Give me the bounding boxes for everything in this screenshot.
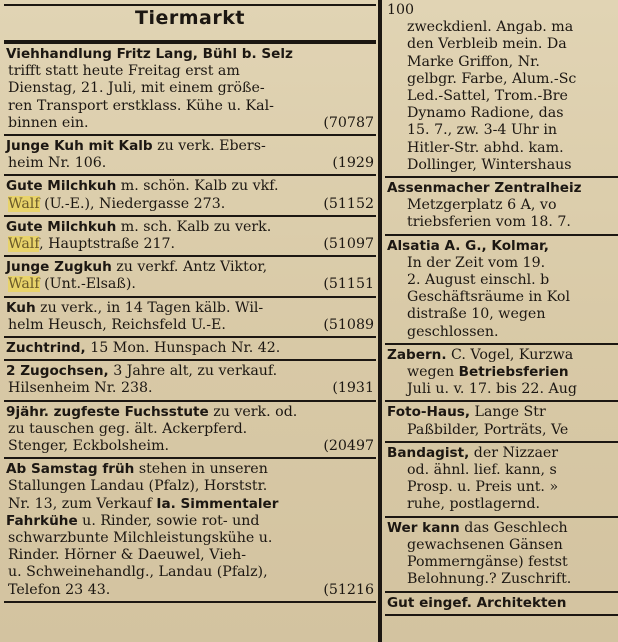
ad-line (387, 197, 618, 214)
classified-ad (385, 593, 618, 616)
ad-line (387, 445, 618, 462)
ad-line (6, 46, 374, 63)
ad-text: Metzgerplatz 6 A, vo (407, 197, 557, 214)
classified-ad (385, 236, 618, 345)
ad-text: Nr. 13, zum Verkauf (8, 495, 157, 512)
ad-text: zu tauschen geg. ält. Ackerpferd. (8, 420, 248, 437)
ad-line (387, 36, 618, 53)
classified-ad (385, 178, 618, 236)
ad-line (387, 306, 618, 323)
ad-text: Hilsenheim Nr. 238. (8, 380, 153, 397)
ad-text: C. Vogel, Kurzwa (446, 346, 574, 363)
ad-text: (Unt.-Elsaß). (39, 276, 136, 293)
ad-text: Rinder. Hörner & Daeuwel, Vieh- (8, 547, 247, 564)
ad-line (387, 2, 618, 19)
ad-line (6, 236, 374, 253)
ad-text: Juli u. v. 17. bis 22. Aug (407, 381, 577, 398)
ad-keyword: Betriebsferien (458, 364, 569, 381)
ad-text: (U.-E.), Niedergasse 273. (39, 195, 226, 212)
ad-text: Dynamo Radione, das (407, 105, 564, 122)
ad-text: 3 Jahre alt, zu verkauf. (108, 363, 278, 380)
ad-keyword: Gute Milchkuh (6, 178, 117, 195)
ad-line (387, 88, 618, 105)
ad-text: triebsferien vom 18. 7. (407, 214, 571, 231)
ad-line (6, 155, 374, 172)
ad-reference-number: (51089 (323, 316, 374, 333)
ad-keyword: Ab Samstag früh (6, 461, 135, 478)
ad-line (6, 219, 374, 236)
ad-text: , Hauptstraße 217. (39, 236, 176, 253)
ad-line (387, 122, 618, 139)
ad-line (387, 105, 618, 122)
ad-keyword: Wer kann (387, 519, 460, 536)
ad-line (6, 80, 374, 97)
ad-keyword: 2 Zugochsen, (6, 363, 109, 380)
column-divider (378, 0, 382, 642)
ad-line (387, 272, 618, 289)
ad-text: distraße 10, wegen (407, 306, 546, 323)
ad-line (387, 422, 618, 439)
highlighted-word: Walf (8, 195, 40, 212)
classified-ad (4, 298, 376, 338)
ad-keyword: Gut eingef. Architekten (387, 594, 567, 611)
ad-line (387, 71, 618, 88)
ad-line (6, 300, 374, 317)
ad-line (387, 238, 618, 255)
section-header (4, 0, 376, 44)
ad-text: helm Heusch, Reichsfeld U.-E. (8, 316, 226, 333)
ad-text: Pommerngänse) festst (407, 554, 568, 571)
ad-line (6, 582, 374, 599)
ad-line (6, 276, 374, 293)
ad-text: trifft statt heute Freitag erst am (8, 63, 240, 80)
ad-keyword: 9jähr. zugfeste Fuchsstute (6, 403, 209, 420)
classified-ads-list-right (385, 0, 618, 616)
ad-line (387, 364, 618, 381)
ad-line (6, 461, 374, 478)
ad-line (6, 363, 374, 380)
ad-keyword: Fahrkühe (6, 512, 78, 529)
ad-text: 100 (387, 2, 415, 18)
ad-keyword: Junge Kuh mit Kalb (6, 138, 153, 155)
ad-keyword: Zuchtrind, (6, 340, 86, 357)
ad-line (6, 380, 374, 397)
ad-text: In der Zeit vom 19. (407, 254, 546, 271)
classified-ad (4, 217, 376, 257)
ad-text: od. ähnl. lief. kann, s (407, 462, 557, 479)
ad-text: Hitler-Str. abhd. kam. (407, 139, 564, 156)
ad-text: 15 Mon. Hunspach Nr. 42. (85, 340, 281, 357)
ad-text: u. Schweinehandlg., Landau (Pfalz), (8, 564, 268, 581)
classified-ad (4, 44, 376, 136)
classified-ad (385, 0, 618, 178)
ad-keyword: Foto-Haus, (387, 404, 471, 421)
ad-text: gewachsenen Gänsen (407, 536, 563, 553)
ad-keyword: Zabern. (387, 346, 447, 363)
classified-ad (4, 176, 376, 216)
ad-keyword: Viehhandlung Fritz Lang, Bühl b. Selz (6, 46, 293, 62)
ad-keyword: Kuh (6, 299, 36, 316)
ad-keyword: Assenmacher Zentralheiz (387, 180, 582, 197)
ad-text: Prosp. u. Preis unt. » (407, 479, 559, 496)
ad-keyword: Bandagist, (387, 444, 470, 461)
ad-text: den Verbleib mein. Da (407, 36, 567, 53)
right-column (385, 0, 618, 642)
ad-reference-number: (1931 (332, 380, 374, 397)
ad-line (6, 138, 374, 155)
ad-line (6, 547, 374, 564)
ad-line (387, 180, 618, 197)
ad-text: Dollinger, Wintershaus (407, 156, 572, 173)
ad-line (6, 530, 374, 547)
ad-line (6, 404, 374, 421)
ad-keyword: Junge Zugkuh (6, 259, 112, 276)
section-title: Tiermarkt (135, 7, 245, 29)
ad-line (6, 98, 374, 115)
ad-line (387, 324, 618, 341)
ad-line (387, 479, 618, 496)
ad-text: zu verk. od. (208, 403, 298, 420)
classified-ad (4, 136, 376, 176)
classified-ad (4, 338, 376, 361)
ad-line (387, 496, 618, 513)
ad-line (6, 438, 374, 455)
ad-line (6, 115, 374, 132)
ad-keyword: Ia. Simmentaler (156, 495, 279, 512)
ad-line (6, 196, 374, 213)
ad-text: stehen in unseren (134, 461, 268, 478)
ad-line (387, 520, 618, 537)
ad-text: 2. August einschl. b (407, 272, 550, 289)
classified-ad (385, 443, 618, 518)
ad-line (387, 571, 618, 588)
ad-text: zweckdienl. Angab. ma (407, 19, 574, 36)
ad-line (387, 54, 618, 71)
ad-line (387, 554, 618, 571)
ad-text: Stenger, Eckbolsheim. (8, 438, 170, 455)
ad-line (387, 595, 618, 612)
ad-line (387, 462, 618, 479)
ad-line (6, 496, 374, 513)
ad-text: 15. 7., zw. 3-4 Uhr in (407, 122, 557, 139)
ad-reference-number: (20497 (323, 438, 374, 455)
ad-text: geschlossen. (407, 323, 499, 340)
ad-text: gelbgr. Farbe, Alum.-Sc (407, 70, 577, 87)
ad-text: ruhe, postlagernd. (407, 496, 541, 513)
ad-text: Paßbilder, Porträts, Ve (407, 421, 569, 438)
ad-line (387, 289, 618, 306)
ad-line (6, 259, 374, 276)
ad-text: ren Transport erstklass. Kühe u. Kal- (8, 97, 274, 114)
ad-line (387, 347, 618, 364)
tiermarkt-column (4, 0, 376, 642)
ad-reference-number: (51152 (323, 195, 374, 212)
ad-line (387, 537, 618, 554)
ad-text: der Nizzaer (469, 444, 559, 461)
ad-line (387, 19, 618, 36)
classified-ad (385, 345, 618, 403)
ad-line (387, 381, 618, 398)
ad-text: zu verk., in 14 Tagen kälb. Wil- (35, 299, 264, 316)
ad-line (387, 214, 618, 231)
ad-reference-number: (70787 (323, 114, 374, 131)
highlighted-word: Walf (8, 276, 40, 293)
ad-text: Dienstag, 21. Juli, mit einem größe- (8, 80, 265, 97)
ad-text: heim Nr. 106. (8, 155, 107, 172)
ad-line (6, 178, 374, 195)
ad-line (6, 564, 374, 581)
ad-text: Marke Griffon, Nr. (407, 53, 540, 70)
classified-ad (4, 257, 376, 297)
ad-reference-number: (51216 (323, 581, 374, 598)
highlighted-word: Walf (8, 236, 40, 253)
classified-ad (4, 402, 376, 460)
ad-text: Stallungen Landau (Pfalz), Horststr. (8, 478, 268, 495)
ad-reference-number: (51151 (323, 276, 374, 293)
ad-text: u. Rinder, sowie rot- und (77, 512, 260, 529)
ad-line (6, 340, 374, 357)
ad-text: m. sch. Kalb zu verk. (116, 218, 272, 235)
ad-line (387, 140, 618, 157)
ad-line (6, 63, 374, 80)
classified-ad (4, 361, 376, 401)
ad-text: zu verk. Ebers- (152, 138, 266, 155)
ad-text: Led.-Sattel, Trom.-Bre (407, 88, 568, 105)
ad-line (6, 478, 374, 495)
ad-line (6, 421, 374, 438)
classified-ads-list (4, 44, 376, 603)
ad-line (387, 404, 618, 421)
ad-text: wegen (407, 364, 459, 381)
ad-text: m. schön. Kalb zu vkf. (116, 178, 279, 195)
ad-keyword: Gute Milchkuh (6, 218, 117, 235)
ad-text: Belohnung.? Zuschrift. (407, 571, 572, 588)
header-rule (4, 0, 376, 6)
ad-reference-number: (1929 (332, 155, 374, 172)
ad-line (387, 157, 618, 174)
ad-line (6, 317, 374, 334)
ad-keyword: Alsatia A. G., Kolmar, (387, 237, 549, 254)
classified-ad (4, 459, 376, 603)
classified-ad (385, 402, 618, 442)
ad-line (6, 513, 374, 530)
ad-line (387, 255, 618, 272)
ad-text: zu verkf. Antz Viktor, (111, 259, 268, 276)
ad-text: schwarzbunte Milchleistungskühe u. (8, 530, 273, 547)
ad-text: binnen ein. (8, 114, 89, 131)
classified-ad (385, 518, 618, 593)
ad-text: Telefon 23 43. (8, 581, 111, 598)
ad-text: Geschäftsräume in Kol (407, 289, 571, 306)
ad-text: das Geschlech (459, 519, 568, 536)
ad-text: Lange Str (470, 404, 546, 421)
ad-reference-number: (51097 (323, 236, 374, 253)
